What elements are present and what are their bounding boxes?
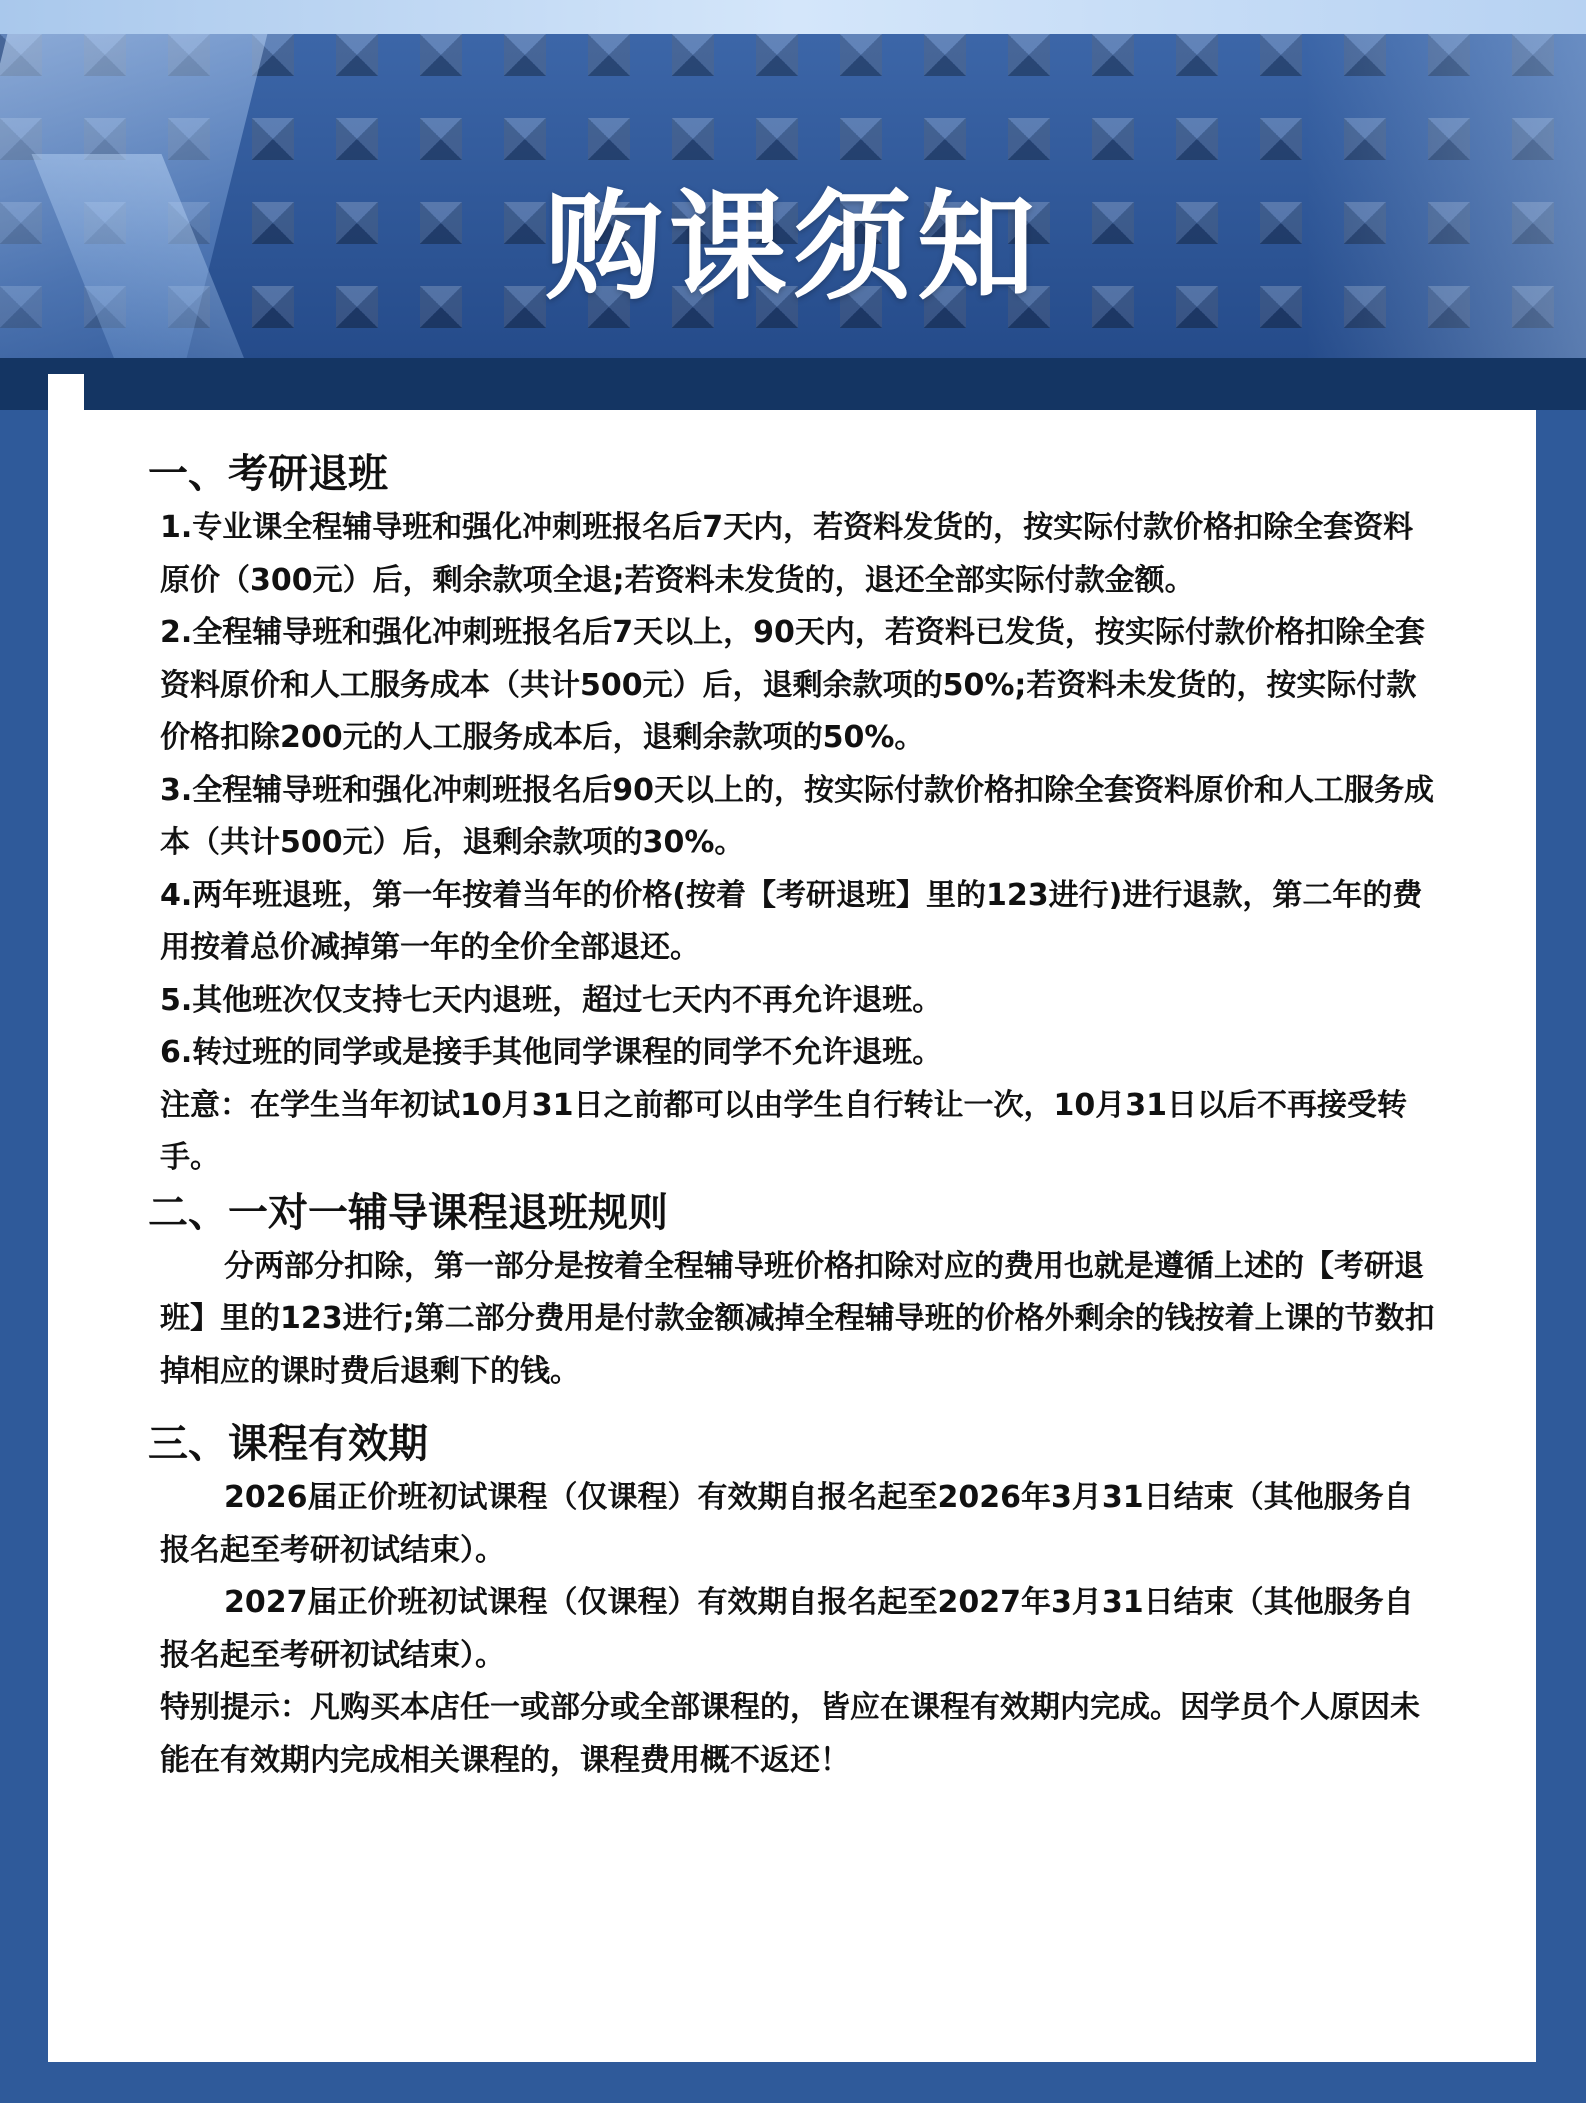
panel-top-band [84, 358, 1536, 410]
rule-paragraph: 5.其他班次仅支持七天内退班，超过七天内不再允许退班。 [160, 982, 943, 1018]
special-tip-paragraph: 特别提示：凡购买本店任一或部分或全部课程的，皆应在课程有效期内完成。因学员个人原因未能在有效期内完成相关课程的，课程费用概不返还！ [160, 1690, 1420, 1778]
rule-paragraph: 1.专业课全程辅导班和强化冲刺班报名后7天内，若资料发货的，按实际付款价格扣除全套资料原价（300元）后，剩余款项全退;若资料未发货的，退还全部实际付款金额。 [160, 510, 1414, 598]
section-heading: 一、考研退班 [148, 451, 388, 497]
rule-paragraph: 6.转过班的同学或是接手其他同学课程的同学不允许退班。 [160, 1035, 943, 1070]
rule-paragraph: 分两部分扣除，第一部分是按着全程辅导班价格扣除对应的费用也就是遵循上述的【考研退班】里的123进行;第二部分费用是付款金额减掉全程辅导班的价格外剩余的钱按着上课的节数扣掉相应的课时费后退剩下的钱。 [160, 1248, 1435, 1389]
note-paragraph: 注意：在学生当年初试10月31日之前都可以由学生自行转让一次，10月31日以后不再接受转手。 [160, 1087, 1407, 1175]
section-heading: 二、一对一辅导课程退班规则 [148, 1189, 668, 1236]
header-banner [0, 34, 1586, 372]
notice-content [148, 446, 1438, 1787]
sky-strip [0, 0, 1586, 34]
section-validity [148, 1416, 1438, 1787]
section-heading: 三、课程有效期 [148, 1421, 428, 1467]
rule-paragraph: 4.两年班退班，第一年按着当年的价格(按着【考研退班】里的123进行)进行退款，第二年的费用按着总价减掉第一年的全价全部退还。 [160, 877, 1423, 965]
validity-paragraph: 2027届正价班初试课程（仅课程）有效期自报名起至2027年3月31日结束（其他服务自报名起至考研初试结束）。 [160, 1585, 1414, 1673]
rule-paragraph: 3.全程辅导班和强化冲刺班报名后90天以上的，按实际付款价格扣除全套资料原价和人工服务成本（共计500元）后，退剩余款项的30%。 [160, 772, 1435, 860]
section-refund-exam [148, 446, 1438, 1185]
spacer [148, 1398, 1438, 1416]
rule-paragraph: 2.全程辅导班和强化冲刺班报名后7天以上，90天内，若资料已发货，按实际付款价格扣除全套资料原价和人工服务成本（共计500元）后，退剩余款项的50%;若资料未发货的，按实际付款价格扣除200元的人工服务成本后，退剩余款项的50%。 [160, 615, 1425, 755]
validity-paragraph: 2026届正价班初试课程（仅课程）有效期自报名起至2026年3月31日结束（其他服务自报名起至考研初试结束）。 [160, 1480, 1414, 1568]
section-one-on-one [148, 1185, 1438, 1399]
page-title: 购课须知 [544, 178, 1041, 316]
